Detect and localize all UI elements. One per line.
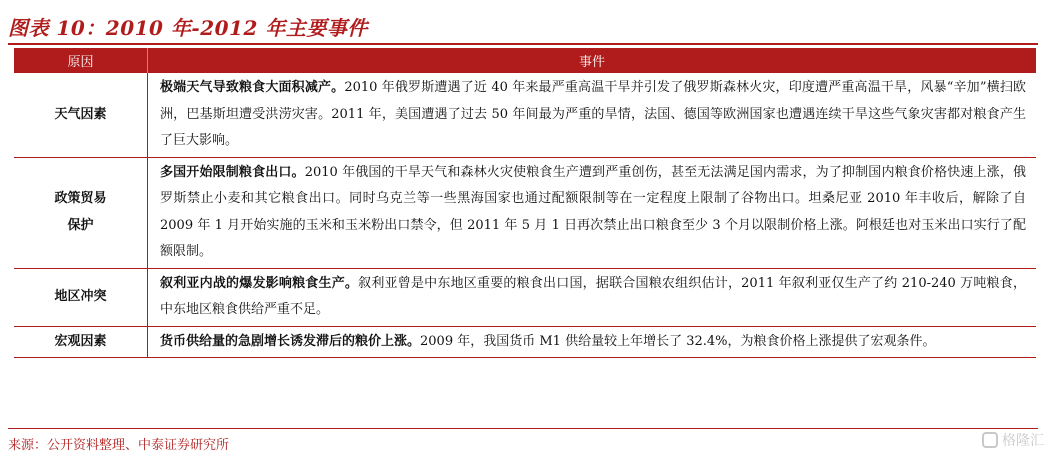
event-cell (148, 73, 1037, 158)
event-cell (148, 326, 1037, 358)
events-table (14, 48, 1036, 358)
header-cause: 原因 (14, 48, 148, 73)
table-row (14, 268, 1036, 326)
cause-cell: 地区冲突 (14, 268, 148, 326)
watermark-text: 格隆汇 (1002, 433, 1044, 449)
cause-cell (14, 157, 148, 268)
table-header-row (14, 48, 1036, 73)
table-row (14, 326, 1036, 358)
cause-cell: 天气因素 (14, 73, 148, 158)
header-event: 事件 (148, 48, 1037, 73)
table-row (14, 73, 1036, 158)
event-text: 2010 年俄罗斯遭遇了近 40 年来最严重高温干旱并引发了俄罗斯森林火灾，印度遭严重高温干旱，风暴“辛加”横扫欧洲，巴基斯坦遭受洪涝灾害。2011 年，美国遭遇了过去 50 年间最为严重的旱情，法国、德国等欧洲国家也遭遇连续干旱这些气象灾害都对粮食产生了巨大影响。 (160, 80, 1026, 148)
watermark-logo-icon (982, 432, 998, 448)
event-lead: 货币供给量的急剧增长诱发滞后的粮价上涨。 (160, 333, 421, 349)
table-row (14, 157, 1036, 268)
event-text: 2010 年俄国的干旱天气和森林火灾使粮食生产遭到严重创伤，甚至无法满足国内需求，为了抑制国内粮食价格快速上涨，俄罗斯禁止小麦和其它粮食出口。同时乌克兰等一些黑海国家也通过配额限制等在一定程度上限制了谷物出口。坦桑尼亚 2010 年丰收后，解除了自 2009 年 1 月开始实施的玉米和玉米粉出口禁令，但 2011 年 5 月 1 日再次禁止出口粮食至少 3 个月以限制价格上涨。阿根廷也对玉米出口实行了配额限制。 (160, 164, 1026, 259)
event-text: 2009 年，我国货币 M1 供给量较上年增长了 32.4%，为粮食价格上涨提供了宏观条件。 (420, 333, 936, 349)
event-text: 叙利亚曾是中东地区重要的粮食出口国，据联合国粮农组织估计，2011 年叙利亚仅生产了约 210-240 万吨粮食，中东地区粮食供给严重不足。 (160, 275, 1026, 317)
event-lead: 多国开始限制粮食出口。 (160, 164, 305, 180)
source-note: 来源：公开资料整理、中泰证券研究所 (8, 438, 230, 453)
figure-title: 图表 10：2010 年-2012 年主要事件 (8, 16, 368, 40)
footer-divider (8, 428, 1038, 429)
event-cell (148, 157, 1037, 268)
watermark (982, 430, 1044, 450)
event-cell (148, 268, 1037, 326)
cause-cell: 宏观因素 (14, 326, 148, 358)
event-lead: 极端天气导致粮食大面积减产。 (160, 80, 345, 95)
cause-text: 政策贸易保护 (54, 191, 107, 233)
event-lead: 叙利亚内战的爆发影响粮食生产。 (160, 275, 359, 291)
title-divider (8, 43, 1038, 45)
